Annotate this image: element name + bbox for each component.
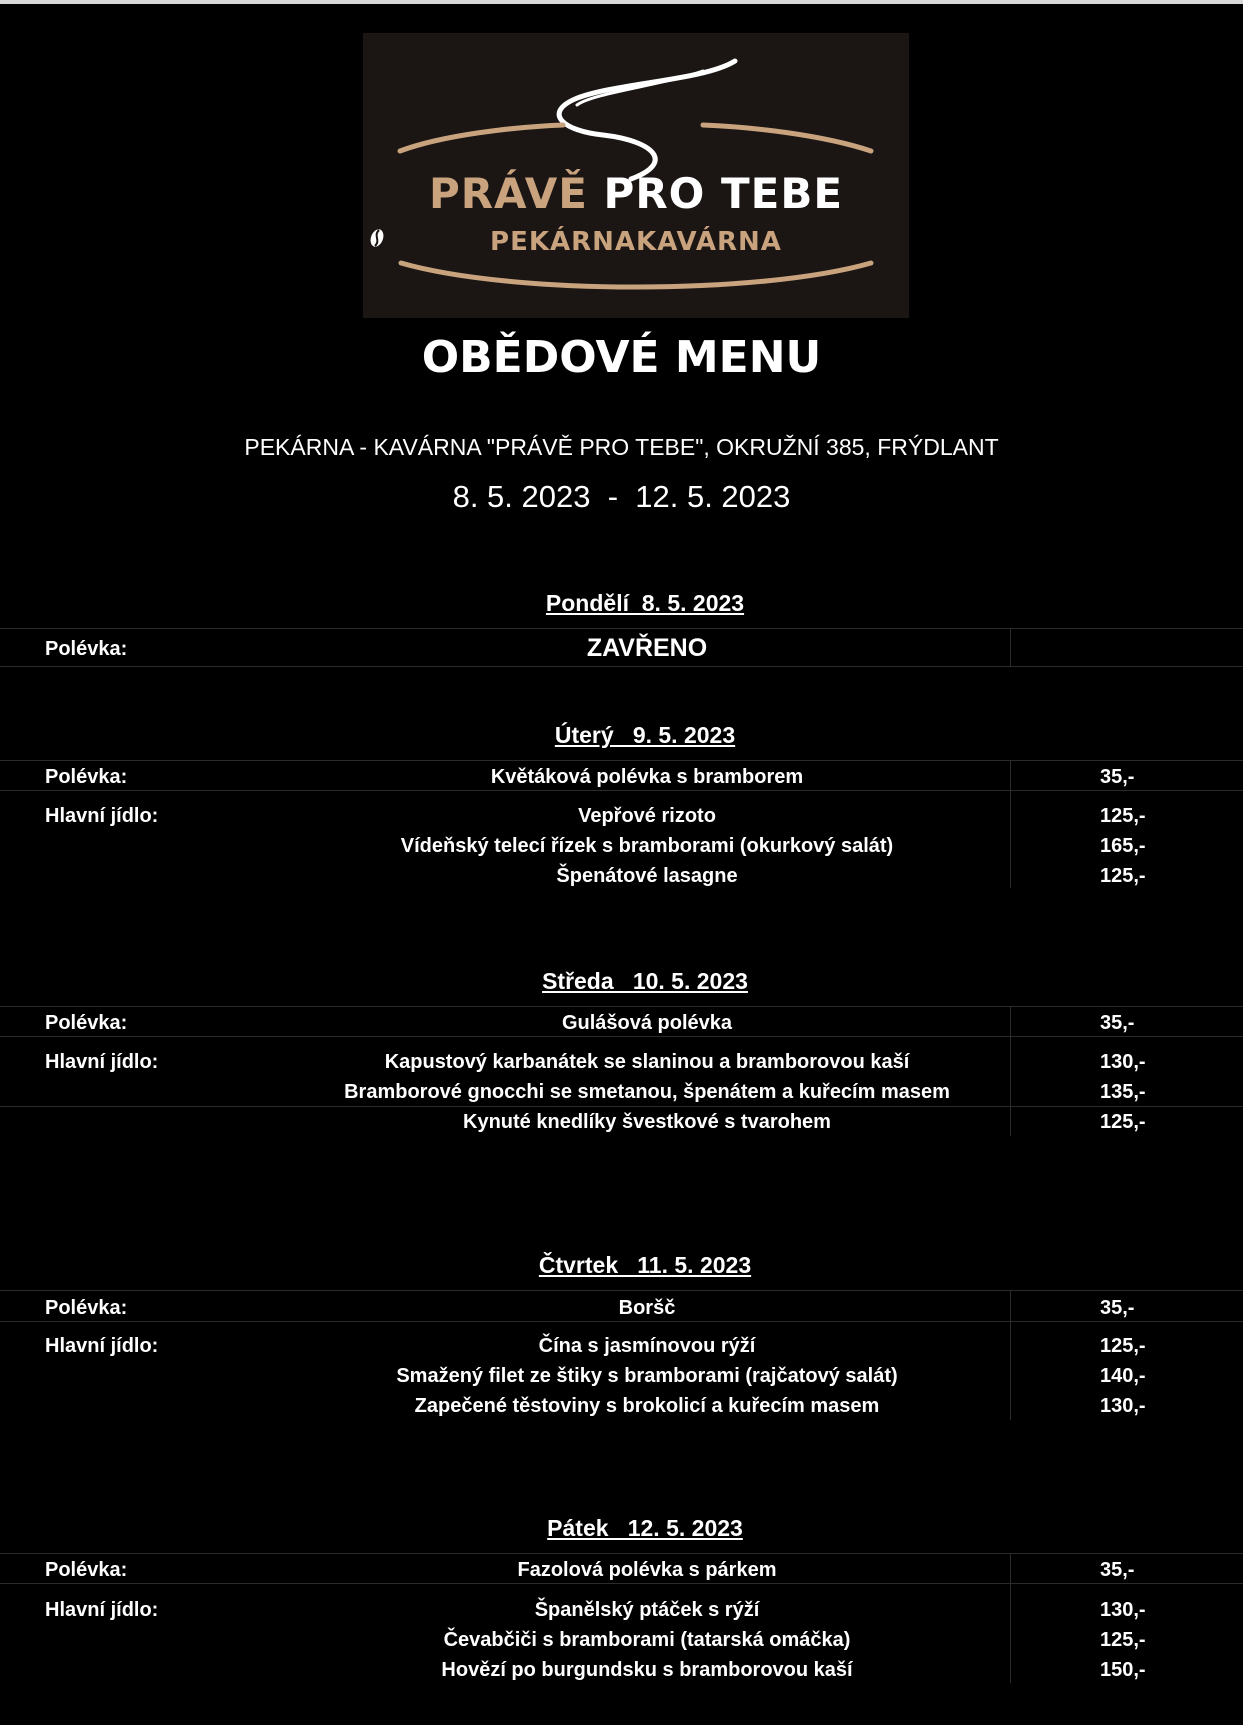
logo-sub-right: KAVÁRNA: [636, 227, 782, 257]
main-dish-price: 135,-: [1100, 1081, 1146, 1103]
soup-label: Polévka:: [45, 1559, 128, 1581]
soup-price: 35,-: [1100, 766, 1135, 788]
main-dish-price: 125,-: [1100, 805, 1146, 827]
main-label: Hlavní jídlo:: [45, 1335, 159, 1357]
main-label: Hlavní jídlo:: [45, 1051, 159, 1073]
main-row: [0, 861, 1243, 891]
main-dish-price: 165,-: [1100, 835, 1146, 857]
main-row: [0, 831, 1243, 861]
main-dish-price: 125,-: [1100, 865, 1146, 887]
main-dish-name: Hovězí po burgundsku s bramborovou kaší: [441, 1659, 853, 1681]
main-row: [0, 1077, 1243, 1107]
main-row: [0, 1047, 1243, 1077]
main-dish-price: 125,-: [1100, 1335, 1146, 1357]
main-dish-name: Smažený filet ze štiky s bramborami (rajčatový salát): [396, 1365, 898, 1387]
soup-name: Gulášová polévka: [561, 1012, 733, 1034]
main-dish-price: 130,-: [1100, 1599, 1146, 1621]
divider: [0, 1006, 1243, 1007]
main-dish-price: 150,-: [1100, 1659, 1146, 1681]
soup-price: 35,-: [1100, 1297, 1135, 1319]
main-dish-name: Čína s jasmínovou rýží: [538, 1335, 756, 1357]
soup-name: Fazolová polévka s párkem: [517, 1559, 777, 1581]
divider: [0, 628, 1243, 629]
date-range: 8. 5. 2023 - 12. 5. 2023: [452, 479, 791, 514]
main-label: Hlavní jídlo:: [45, 1599, 159, 1621]
soup-row: [0, 1008, 1243, 1038]
main-dish-name: Zapečené těstoviny s brokolicí a kuřecím masem: [414, 1395, 880, 1417]
main-dish-name: Španělský ptáček s rýží: [534, 1599, 760, 1621]
soup-label: Polévka:: [45, 766, 128, 788]
main-label: Hlavní jídlo:: [45, 805, 159, 827]
soup-price: 35,-: [1100, 1012, 1135, 1034]
logo-title-part2: PRO TEBE: [603, 169, 844, 218]
main-row: [0, 1595, 1243, 1625]
main-dish-name: Kapustový karbanátek se slaninou a bramborovou kaší: [384, 1051, 910, 1073]
soup-row: [0, 1555, 1243, 1585]
main-row: [0, 1655, 1243, 1685]
day-title: Pondělí 8. 5. 2023: [545, 590, 745, 616]
page-title: OBĚDOVÉ MENU: [421, 332, 822, 383]
soup-row: [0, 762, 1243, 792]
main-dish-price: 140,-: [1100, 1365, 1146, 1387]
address: PEKÁRNA - KAVÁRNA "PRÁVĚ PRO TEBE", OKRUŽNÍ 385, FRÝDLANT: [244, 434, 999, 460]
divider: [0, 1583, 1243, 1584]
divider: [0, 1553, 1243, 1554]
main-dish-price: 125,-: [1100, 1629, 1146, 1651]
main-dish-price: 130,-: [1100, 1051, 1146, 1073]
main-dish-name: Špenátové lasagne: [556, 865, 738, 887]
logo-sub-left: PEKÁRNA: [490, 227, 637, 257]
divider: [0, 1036, 1243, 1037]
main-row: [0, 1107, 1243, 1137]
soup-price: 35,-: [1100, 1559, 1135, 1581]
main-row: [0, 1391, 1243, 1421]
closed-text: ZAVŘENO: [586, 634, 708, 662]
divider: [0, 666, 1243, 667]
logo: [363, 33, 909, 318]
main-row: [0, 1625, 1243, 1655]
divider: [0, 760, 1243, 761]
day-title: Čtvrtek 11. 5. 2023: [538, 1252, 752, 1278]
soup-name: Boršč: [618, 1297, 676, 1319]
main-row: [0, 801, 1243, 831]
logo-title-part1: PRÁVĚ: [428, 169, 588, 218]
logo-subtitle: [363, 227, 909, 257]
soup-row: [0, 634, 1243, 664]
main-dish-name: Vídeňský telecí řízek s bramborami (okurkový salát): [400, 835, 894, 857]
divider: [0, 1321, 1243, 1322]
soup-row: [0, 1293, 1243, 1323]
day-title: Úterý 9. 5. 2023: [554, 722, 736, 748]
main-dish-name: Čevabčiči s bramborami (tatarská omáčka): [443, 1629, 851, 1651]
day-title: Pátek 12. 5. 2023: [547, 1515, 743, 1541]
logo-title: [363, 169, 909, 218]
main-dish-price: 130,-: [1100, 1395, 1146, 1417]
top-border: [0, 0, 1243, 4]
divider: [0, 1290, 1243, 1291]
soup-label: Polévka:: [45, 638, 128, 660]
main-dish-name: Vepřové rizoto: [578, 805, 716, 827]
soup-label: Polévka:: [45, 1297, 128, 1319]
main-dish-name: Bramborové gnocchi se smetanou, špenátem a kuřecím masem: [344, 1081, 950, 1103]
main-dish-price: 125,-: [1100, 1111, 1146, 1133]
coffee-bean-icon: [369, 227, 385, 249]
divider: [0, 790, 1243, 791]
main-row: [0, 1361, 1243, 1391]
main-dish-name: Kynuté knedlíky švestkové s tvarohem: [463, 1111, 831, 1133]
day-title: Středa 10. 5. 2023: [542, 968, 748, 994]
soup-name: Květáková polévka s bramborem: [490, 766, 804, 788]
main-row: [0, 1331, 1243, 1361]
soup-label: Polévka:: [45, 1012, 128, 1034]
